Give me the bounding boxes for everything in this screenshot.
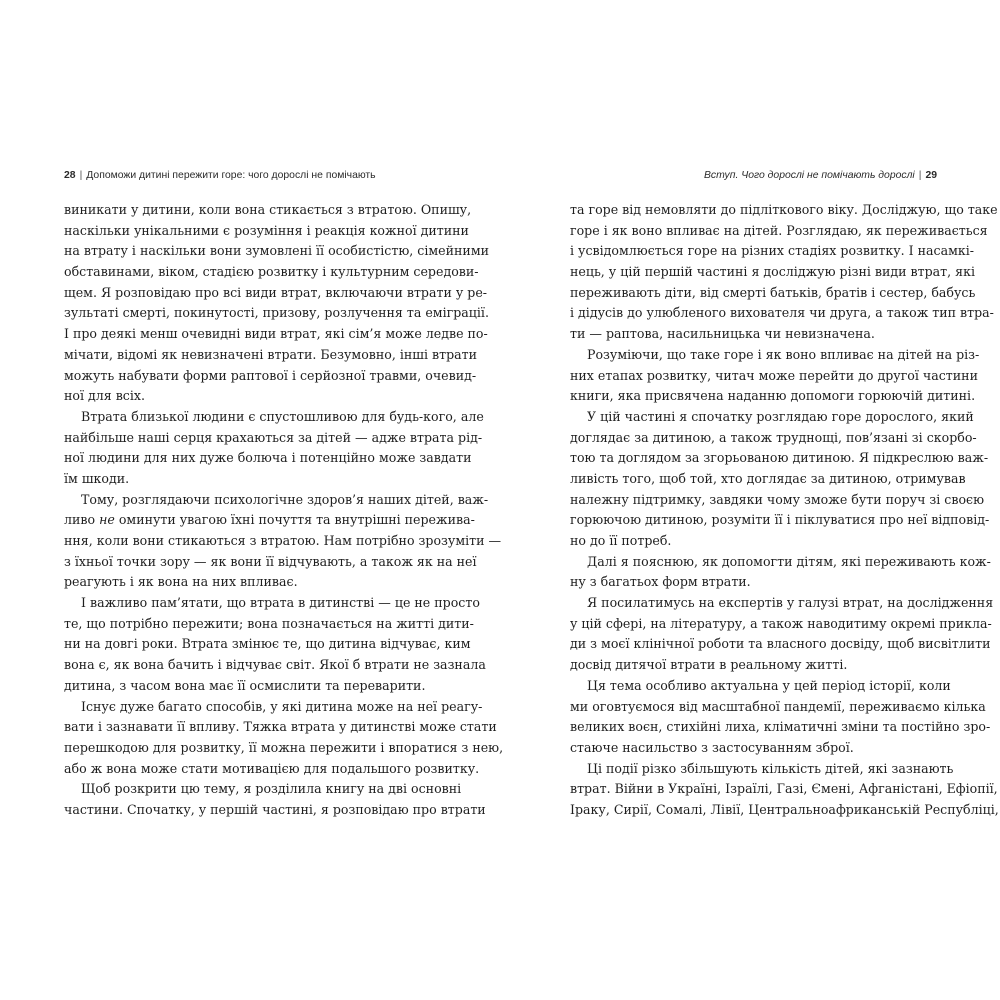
text-line: та горе від немовляти до підліткового віку. Досліджую, що таке — [570, 202, 998, 217]
text-line: щем. Я розповідаю про всі види втрат, включаючи втрати у ре- — [64, 284, 488, 300]
text-line: виникати у дитини, коли вона стикається з втратою. Опишу, — [64, 202, 472, 217]
text-line: Іраку, Сирії, Сомалі, Лівії, Центральноафриканській Республіці, — [570, 801, 999, 817]
text-line: найбільше наші серця крахаються за дітей — адже втрата рід- — [64, 429, 483, 445]
text-line: на втрату і наскільки вони зумовлені її особистістю, сімейними — [64, 243, 490, 259]
text-line: зультаті смерті, покинутості, призову, розлучення та еміграції. — [64, 305, 489, 321]
text-line: досвід дитячої втрати в реальному житті. — [570, 657, 848, 673]
text-line: ми оговтуємося від масштабної пандемії, переживаємо кілька — [570, 698, 986, 714]
text-line: ни на довгі роки. Втрата змінює те, що дитина відчуває, ким — [64, 636, 471, 652]
text-line: дитина, з часом вона має її осмислити та переварити. — [64, 677, 426, 693]
text-line: можуть набувати форми раптової і серйозної травми, очевид- — [64, 367, 477, 383]
text-line: або ж вона може стати мотивацією для подальшого розвитку. — [64, 760, 480, 776]
book-title: Допоможи дитині пережити горе: чого дорослі не помічають — [86, 170, 376, 181]
text-line: переживають діти, від смерті батьків, братів і сестер, бабусь — [570, 284, 976, 300]
text-line: ної для всіх. — [64, 388, 145, 404]
text-line: Тому, розглядаючи психологічне здоров’я наших дітей, важ- — [81, 491, 489, 507]
text-line: стаюче насильство з застосуванням зброї. — [570, 739, 854, 755]
text-line: наскільки унікальними є розуміння і реакція кожної дитини — [64, 222, 469, 238]
text-line: горюючою дитиною, розуміти її і піклуватися про неї відповід- — [570, 512, 990, 528]
text-line: І важливо пам’ятати, що втрата в дитинстві — це не просто — [81, 595, 480, 611]
right-running-head — [570, 168, 937, 184]
header-separator: | — [918, 170, 922, 181]
text-line: реагують і як вона на них впливає. — [64, 574, 298, 590]
left-page — [64, 0, 504, 1000]
text-segment: оминути увагою їхні почуття та внутрішні пережива- — [114, 512, 475, 528]
text-line: ної людини для них дуже болюча і потенційно може завдати — [64, 450, 472, 466]
header-separator: | — [79, 170, 83, 181]
text-line: перешкодою для розвитку, її можна пережити і впоратися з нею, — [64, 739, 504, 755]
text-line: них етапах розвитку, читач може перейти до другої частини — [570, 367, 978, 383]
right-page — [570, 0, 999, 1000]
left-running-head — [64, 168, 431, 184]
text-line: обставинами, віком, стадією розвитку і культурним середови- — [64, 264, 479, 280]
text-line: Щоб розкрити цю тему, я розділила книгу на дві основні — [81, 781, 462, 797]
text-line: належну підтримку, завдяки чому зможе бути поруч зі своєю — [570, 491, 985, 507]
text-line: Втрата близької людини є спустошливою для будь-кого, але — [81, 408, 484, 424]
text-segment: ливо — [64, 512, 100, 528]
text-line: горе і як воно впливає на дітей. Розглядаю, як переживається — [570, 222, 988, 238]
text-line: вати і зазнавати її впливу. Тяжка втрата у дитинстві може стати — [64, 719, 497, 735]
text-line: їм шкоди. — [64, 470, 130, 486]
left-body-text — [64, 200, 504, 821]
text-line: мічати, відомі як невизначені втрати. Безумовно, інші втрати — [64, 346, 478, 362]
text-line: великих воєн, стихійні лиха, кліматичні зміни та постійно зро- — [570, 719, 991, 735]
text-line: і дідусів до улюбленого вихователя чи друга, а також тип втра- — [570, 305, 994, 321]
text-line: вона є, як вона бачить і відчуває світ. Якої б втрати не зазнала — [64, 657, 486, 673]
text-line: тою та доглядом за згорьованою дитиною. Я підкреслюю важ- — [570, 450, 989, 466]
page-number: 29 — [925, 170, 937, 181]
text-line: Я посилатимусь на експертів у галузі втрат, на дослідження — [587, 595, 994, 611]
text-line: Ця тема особливо актуальна у цей період історії, коли — [587, 677, 951, 693]
text-line: но до її потреб. — [570, 533, 672, 548]
emphasized-word: не — [99, 512, 115, 528]
text-line: частини. Спочатку, у першій частині, я розповідаю про втрати — [64, 801, 486, 817]
chapter-title: Вступ. Чого дорослі не помічають дорослі — [703, 170, 915, 181]
text-line: ння, коли вони стикаються з втратою. Нам потрібно зрозуміти — — [64, 533, 502, 548]
right-body-text — [570, 200, 999, 821]
text-line: доглядає за дитиною, а також труднощі, пов’язані зі скорбо- — [570, 429, 977, 445]
text-line: те, що потрібно пережити; вона позначається на житті дити- — [64, 615, 474, 631]
text-line: ливість того, щоб той, хто доглядає за дитиною, отримував — [570, 470, 966, 486]
text-line: ти — раптова, насильницька чи невизначена. — [570, 326, 875, 342]
text-line: втрат. Війни в Україні, Ізраїлі, Газі, Ємені, Афганістані, Ефіопії, — [570, 781, 998, 797]
text-line: ну з багатьох форм втрати. — [570, 574, 751, 590]
text-line — [64, 510, 475, 531]
text-line: і усвідомлюється горе на різних стадіях розвитку. І насамкі- — [570, 243, 975, 259]
text-line: у цій сфері, на літературу, а також наводитиму окремі прикла- — [570, 615, 992, 631]
text-line: Існує дуже багато способів, у які дитина може на неї реагу- — [81, 698, 483, 714]
text-line: Далі я пояснюю, як допомогти дітям, які переживають кож- — [587, 553, 991, 569]
text-line: Розуміючи, що таке горе і як воно впливає на дітей на різ- — [587, 346, 980, 362]
text-line: з їхньої точки зору — як вони її відчувають, а також як на неї — [64, 553, 477, 569]
text-line: книги, яка присвячена наданню допомоги горюючій дитині. — [570, 388, 976, 404]
page-number: 28 — [64, 170, 76, 181]
text-line: ди з моєї клінічної роботи та власного досвіду, щоб висвітлити — [570, 636, 991, 652]
text-line: нець, у цій першій частині я досліджую різні види втрат, які — [570, 264, 976, 280]
text-line: І про деякі менш очевидні види втрат, які сім’я може ледве по- — [64, 326, 488, 342]
text-line: У цій частині я спочатку розглядаю горе дорослого, який — [587, 408, 974, 424]
text-line: Ці події різко збільшують кількість дітей, які зазнають — [587, 760, 954, 776]
